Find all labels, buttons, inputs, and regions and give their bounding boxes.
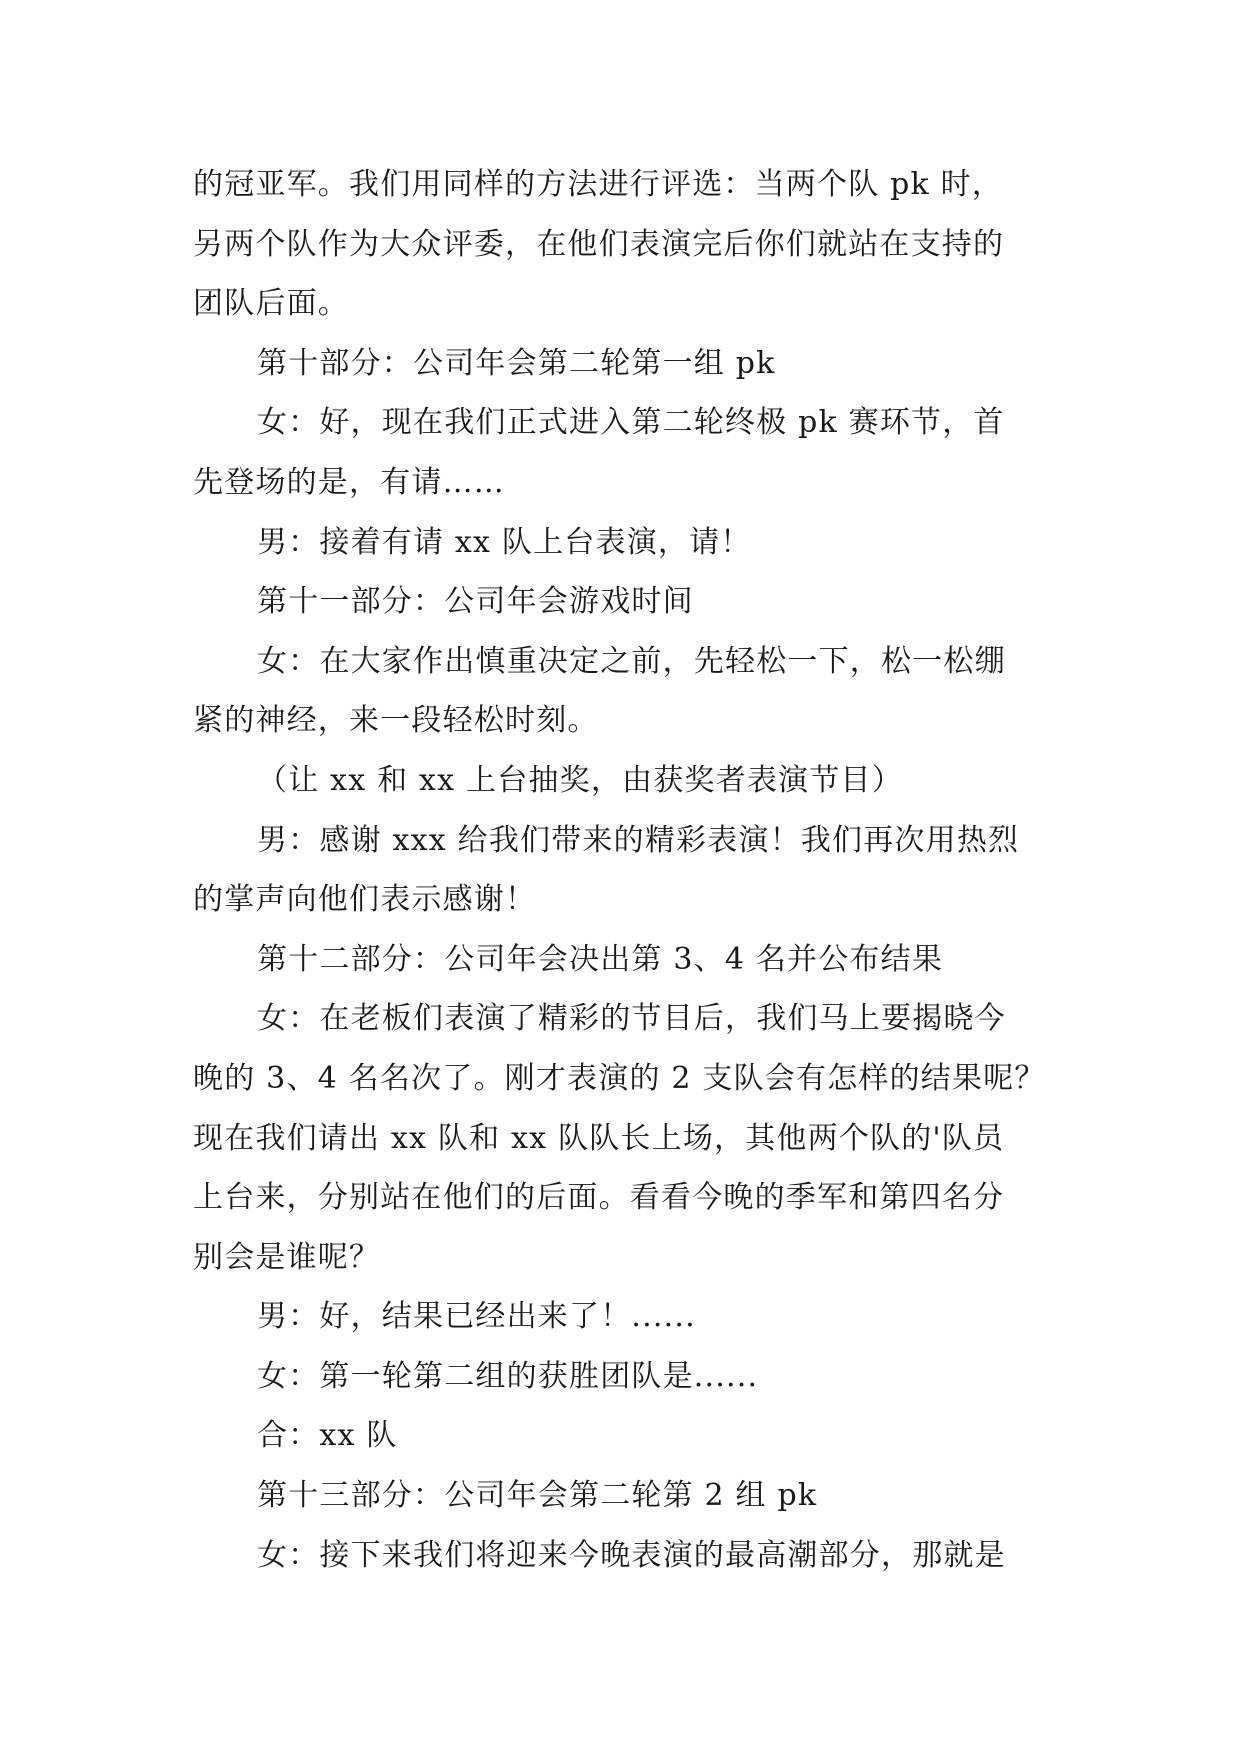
text-line: 上台来，分别站在他们的后面。看看今晚的季军和第四名分: [193, 1180, 1005, 1216]
section-heading: 第十二部分：公司年会决出第 3、4 名并公布结果: [257, 941, 944, 977]
dialogue-line: 女：接下来我们将迎来今晚表演的最高潮部分，那就是: [257, 1537, 1006, 1573]
text-line: 别会是谁呢？: [193, 1239, 381, 1275]
text-line: 的掌声向他们表示感谢！: [193, 882, 537, 918]
dialogue-line: 合：xx 队: [257, 1418, 398, 1454]
dialogue-line: 男：感谢 xxx 给我们带来的精彩表演！我们再次用热烈: [257, 822, 1020, 858]
text-line: 团队后面。: [193, 286, 349, 322]
text-line: 先登场的是，有请……: [193, 464, 505, 500]
section-heading: 第十一部分：公司年会游戏时间: [257, 584, 694, 620]
document-body: [193, 155, 1055, 1585]
dialogue-line: 女：好，现在我们正式进入第二轮终极 pk 赛环节，首: [257, 405, 1005, 441]
text-line: 现在我们请出 xx 队和 xx 队队长上场，其他两个队的'队员: [193, 1120, 1005, 1156]
dialogue-line: 男：好，结果已经出来了！......: [257, 1299, 696, 1335]
dialogue-line: 女：在老板们表演了精彩的节目后，我们马上要揭晓今: [257, 1001, 1006, 1037]
section-heading: 第十部分：公司年会第二轮第一组 pk: [257, 345, 776, 381]
dialogue-line: 女：第一轮第二组的获胜团队是......: [257, 1358, 759, 1394]
text-line: 晚的 3、4 名名次了。刚才表演的 2 支队会有怎样的结果呢？: [193, 1060, 1046, 1096]
dialogue-line: 男：接着有请 xx 队上台表演，请！: [257, 524, 752, 560]
text-line: 另两个队作为大众评委，在他们表演完后你们就站在支持的: [193, 226, 1005, 262]
text-line: 紧的神经，来一段轻松时刻。: [193, 703, 599, 739]
dialogue-line: 女：在大家作出慎重决定之前，先轻松一下，松一松绷: [257, 643, 1006, 679]
text-line: 的冠亚军。我们用同样的方法进行评选：当两个队 pk 时，: [193, 167, 1004, 202]
section-heading: 第十三部分：公司年会第二轮第 2 组 pk: [257, 1478, 818, 1514]
stage-direction: （让 xx 和 xx 上台抽奖，由获奖者表演节目）: [257, 762, 903, 798]
